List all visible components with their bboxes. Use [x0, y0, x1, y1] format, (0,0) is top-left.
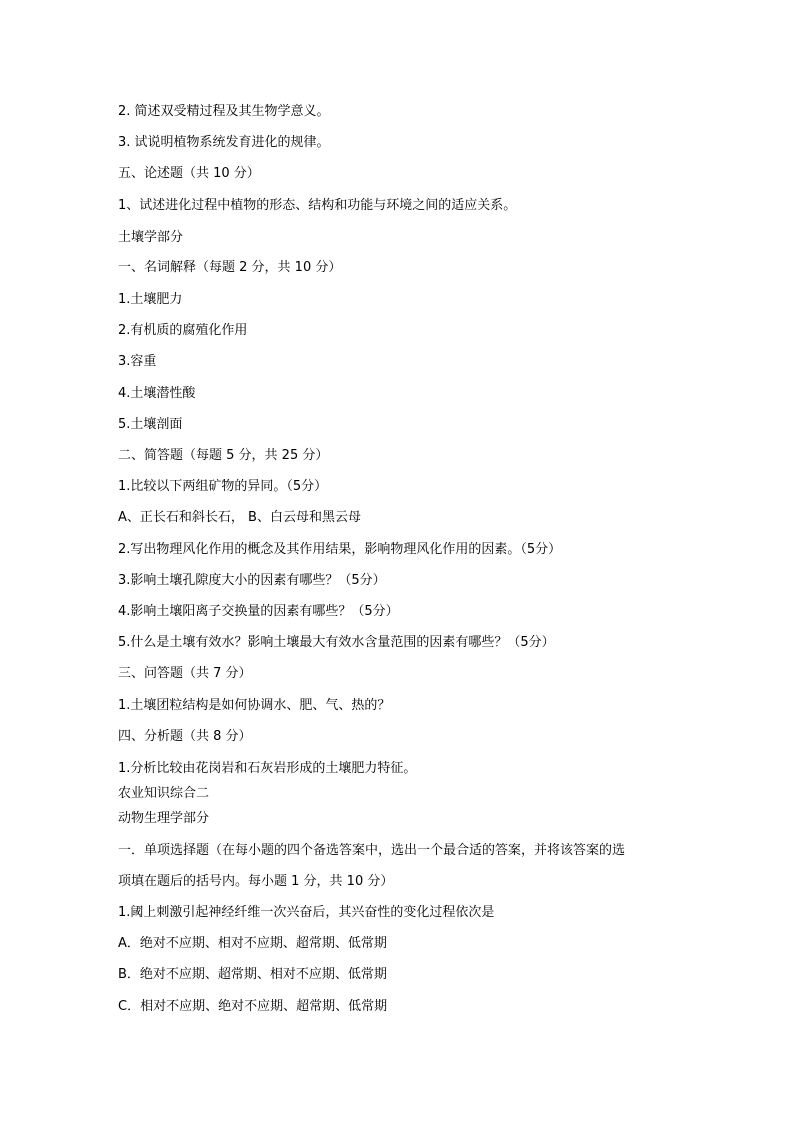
- question-3-plant-evolution: 3. 试说明植物系统发育进化的规律。: [118, 135, 330, 150]
- choice-question-1: 1.阈上刺激引起神经纤维一次兴奋后，其兴奋性的变化过程依次是: [118, 905, 495, 920]
- short-answer-1-options: A、正长石和斜长石， B、白云母和黑云母: [118, 510, 361, 525]
- term-1: 1.土壤肥力: [118, 292, 183, 307]
- section-heading-terms: 一、名词解释（每题 2 分，共 10 分）: [118, 260, 342, 275]
- analysis-question-1: 1.分析比较由花岗岩和石灰岩形成的土壤肥力特征。: [118, 761, 417, 776]
- essay-question-1: 1、试述进化过程中植物的形态、结构和功能与环境之间的适应关系。: [118, 198, 517, 213]
- section-heading-qa: 三、问答题（共 7 分）: [118, 666, 252, 681]
- short-answer-5: 5.什么是土壤有效水？影响土壤最大有效水含量范围的因素有哪些？（5分）: [118, 635, 555, 650]
- short-answer-1: 1.比较以下两组矿物的异同。（5分）: [118, 479, 328, 494]
- choice-option-a: A．绝对不应期、相对不应期、超常期、低常期: [118, 936, 387, 951]
- section-heading-short-answer: 二、简答题（每题 5 分，共 25 分）: [118, 448, 329, 463]
- exam-title-agriculture-2: 农业知识综合二: [118, 786, 210, 801]
- choice-option-c: C．相对不应期、绝对不应期、超常期、低常期: [118, 999, 388, 1014]
- short-answer-2: 2.写出物理风化作用的概念及其作用结果，影响物理风化作用的因素。（5分）: [118, 542, 562, 557]
- term-4: 4.土壤潜性酸: [118, 386, 196, 401]
- section-heading-analysis: 四、分析题（共 8 分）: [118, 729, 252, 744]
- choice-option-b: B．绝对不应期、超常期、相对不应期、低常期: [118, 967, 387, 982]
- question-2-double-fertilization: 2. 简述双受精过程及其生物学意义。: [118, 104, 330, 119]
- term-2: 2.有机质的腐殖化作用: [118, 323, 248, 338]
- section-heading-essay: 五、论述题（共 10 分）: [118, 166, 260, 181]
- short-answer-3: 3.影响土壤孔隙度大小的因素有哪些？（5分）: [118, 573, 386, 588]
- short-answer-4: 4.影响土壤阳离子交换量的因素有哪些？（5分）: [118, 604, 399, 619]
- part-heading-animal-physiology: 动物生理学部分: [118, 811, 210, 826]
- section-heading-single-choice: 一．单项选择题（在每小题的四个备选答案中，选出一个最合适的答案，并将该答案的选: [118, 843, 626, 858]
- term-5: 5.土壤剖面: [118, 417, 183, 432]
- part-heading-soil-science: 土壤学部分: [118, 230, 184, 245]
- term-3: 3.容重: [118, 354, 157, 369]
- qa-question-1: 1.土壤团粒结构是如何协调水、肥、气、热的？: [118, 698, 391, 713]
- single-choice-instructions-continued: 项填在题后的括号内。每小题 1 分，共 10 分）: [118, 874, 394, 889]
